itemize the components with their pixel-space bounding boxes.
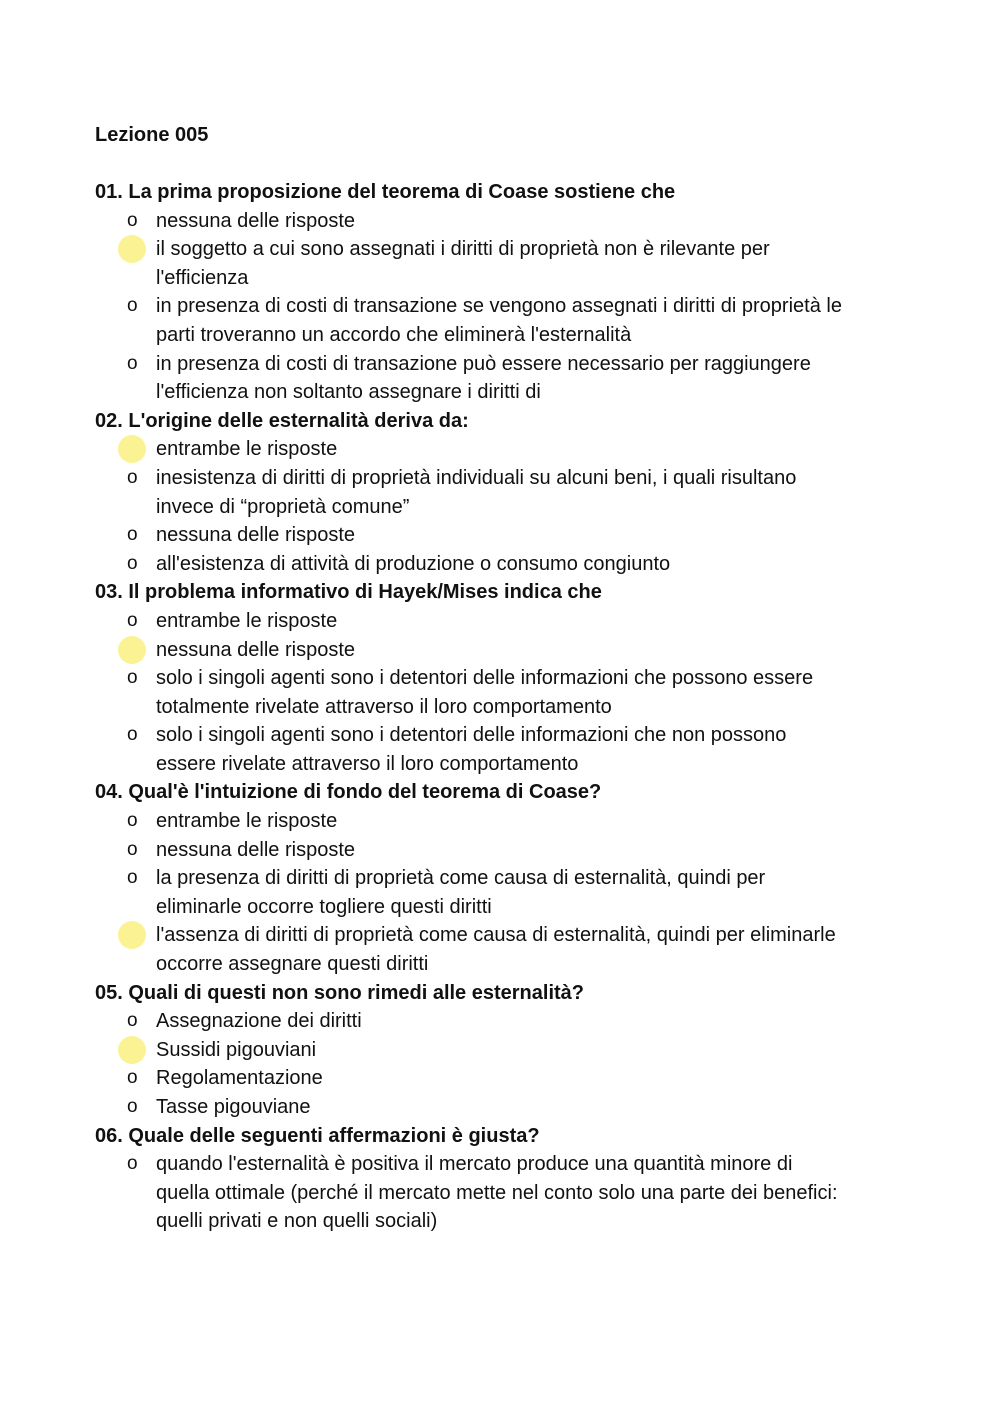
answer-option bbox=[95, 721, 915, 778]
highlight-dot-icon bbox=[118, 435, 146, 463]
bullet-icon: o bbox=[127, 667, 138, 689]
answer-option bbox=[95, 1093, 915, 1122]
bullet-icon: o bbox=[127, 209, 138, 231]
question-title: 03. Il problema informativo di Hayek/Mises indica che bbox=[95, 581, 602, 604]
bullet-icon: o bbox=[127, 867, 138, 889]
answer-options bbox=[95, 607, 915, 779]
option-text-line: quella ottimale (perché il mercato mette nel conto solo una parte dei benefici: bbox=[156, 1181, 838, 1204]
question-list bbox=[95, 178, 915, 1236]
bullet-icon: o bbox=[127, 1067, 138, 1089]
answer-options bbox=[95, 1150, 915, 1236]
answer-option-selected bbox=[95, 1036, 915, 1065]
answer-option bbox=[95, 207, 915, 236]
answer-options bbox=[95, 1007, 915, 1121]
option-text-line: essere rivelate attraverso il loro comportamento bbox=[156, 752, 579, 775]
bullet-icon: o bbox=[127, 609, 138, 631]
answer-option bbox=[95, 864, 915, 921]
answer-option bbox=[95, 607, 915, 636]
option-text-line: nessuna delle risposte bbox=[156, 638, 356, 661]
question-title: 06. Quale delle seguenti affermazioni è giusta? bbox=[95, 1124, 540, 1147]
option-text-line: quelli privati e non quelli sociali) bbox=[156, 1210, 438, 1233]
question-title: 01. La prima proposizione del teorema di Coase sostiene che bbox=[95, 181, 676, 203]
bullet-icon: o bbox=[127, 524, 138, 546]
bullet-icon: o bbox=[127, 1096, 138, 1117]
option-text-line: in presenza di costi di transazione può essere necessario per raggiungere bbox=[156, 352, 811, 375]
option-text-line: l'assenza di diritti di proprietà come causa di esternalità, quindi per eliminarle bbox=[156, 924, 836, 947]
bullet-icon: o bbox=[127, 552, 138, 574]
option-text-line: quando l'esternalità è positiva il mercato produce una quantità minore di bbox=[156, 1153, 793, 1176]
option-text-line: Sussidi pigouviani bbox=[156, 1038, 317, 1061]
answer-option-selected bbox=[95, 235, 915, 292]
option-text-line: nessuna delle risposte bbox=[156, 838, 356, 861]
option-text-line: invece di “proprietà comune” bbox=[156, 495, 410, 518]
answer-option bbox=[95, 836, 915, 865]
question-title: 05. Quali di questi non sono rimedi alle esternalità? bbox=[95, 981, 585, 1004]
highlight-dot-icon bbox=[118, 921, 146, 949]
highlight-dot-icon bbox=[118, 636, 146, 664]
question-title: 04. Qual'è l'intuizione di fondo del teorema di Coase? bbox=[95, 781, 602, 804]
option-text-line: all'esistenza di attività di produzione o consumo congiunto bbox=[156, 552, 671, 575]
bullet-icon: o bbox=[127, 1010, 138, 1032]
question-5 bbox=[95, 979, 915, 1122]
answer-option bbox=[95, 350, 915, 407]
option-text-line: entrambe le risposte bbox=[156, 609, 338, 632]
option-text-line: l'efficienza bbox=[156, 266, 249, 289]
lesson-title: Lezione 005 bbox=[95, 124, 209, 146]
answer-option bbox=[95, 664, 915, 721]
highlight-dot-icon bbox=[118, 1036, 146, 1064]
bullet-icon: o bbox=[127, 295, 138, 317]
option-text-line: solo i singoli agenti sono i detentori delle informazioni che possono essere bbox=[156, 667, 814, 690]
bullet-icon: o bbox=[127, 810, 138, 832]
option-text-line: nessuna delle risposte bbox=[156, 209, 356, 232]
question-6 bbox=[95, 1122, 915, 1236]
answer-option bbox=[95, 550, 915, 579]
option-text-line: entrambe le risposte bbox=[156, 438, 338, 461]
option-text-line: in presenza di costi di transazione se vengono assegnati i diritti di proprietà le bbox=[156, 295, 842, 318]
bullet-icon: o bbox=[127, 724, 138, 746]
option-text-line: Regolamentazione bbox=[156, 1067, 323, 1090]
question-2 bbox=[95, 407, 915, 579]
bullet-icon: o bbox=[127, 1153, 138, 1175]
answer-options bbox=[95, 207, 915, 407]
option-text-line: Tasse pigouviane bbox=[156, 1096, 311, 1118]
question-title: 02. L'origine delle esternalità deriva da: bbox=[95, 409, 469, 432]
option-text-line: entrambe le risposte bbox=[156, 810, 338, 833]
answer-option bbox=[95, 521, 915, 550]
bullet-icon: o bbox=[127, 466, 138, 488]
answer-option bbox=[95, 1150, 915, 1236]
answer-options bbox=[95, 435, 915, 578]
answer-option bbox=[95, 1007, 915, 1036]
bullet-icon: o bbox=[127, 838, 138, 860]
option-text-line: occorre assegnare questi diritti bbox=[156, 953, 429, 976]
highlight-dot-icon bbox=[118, 235, 146, 263]
answer-option-selected bbox=[95, 435, 915, 464]
option-text-line: l'efficienza non soltanto assegnare i diritti di bbox=[156, 381, 541, 404]
option-text-line: la presenza di diritti di proprietà come causa di esternalità, quindi per bbox=[156, 867, 766, 890]
option-text-line: inesistenza di diritti di proprietà individuali su alcuni beni, i quali risultano bbox=[156, 466, 797, 489]
option-text-line: parti troveranno un accordo che eliminerà l'esternalità bbox=[156, 323, 632, 346]
answer-option-selected bbox=[95, 636, 915, 665]
option-text-line: nessuna delle risposte bbox=[156, 524, 356, 547]
answer-options bbox=[95, 807, 915, 979]
answer-option-selected bbox=[95, 921, 915, 978]
answer-option bbox=[95, 292, 915, 349]
option-text-line: Assegnazione dei diritti bbox=[156, 1010, 362, 1033]
bullet-icon: o bbox=[127, 352, 138, 374]
answer-option bbox=[95, 464, 915, 521]
option-text-line: totalmente rivelate attraverso il loro comportamento bbox=[156, 695, 612, 718]
question-4 bbox=[95, 778, 915, 978]
answer-option bbox=[95, 807, 915, 836]
option-text-line: eliminarle occorre togliere questi diritti bbox=[156, 895, 492, 918]
answer-option bbox=[95, 1064, 915, 1093]
question-1 bbox=[95, 178, 915, 407]
option-text-line: il soggetto a cui sono assegnati i diritti di proprietà non è rilevante per bbox=[156, 238, 770, 261]
question-3 bbox=[95, 578, 915, 778]
option-text-line: solo i singoli agenti sono i detentori delle informazioni che non possono bbox=[156, 724, 787, 747]
